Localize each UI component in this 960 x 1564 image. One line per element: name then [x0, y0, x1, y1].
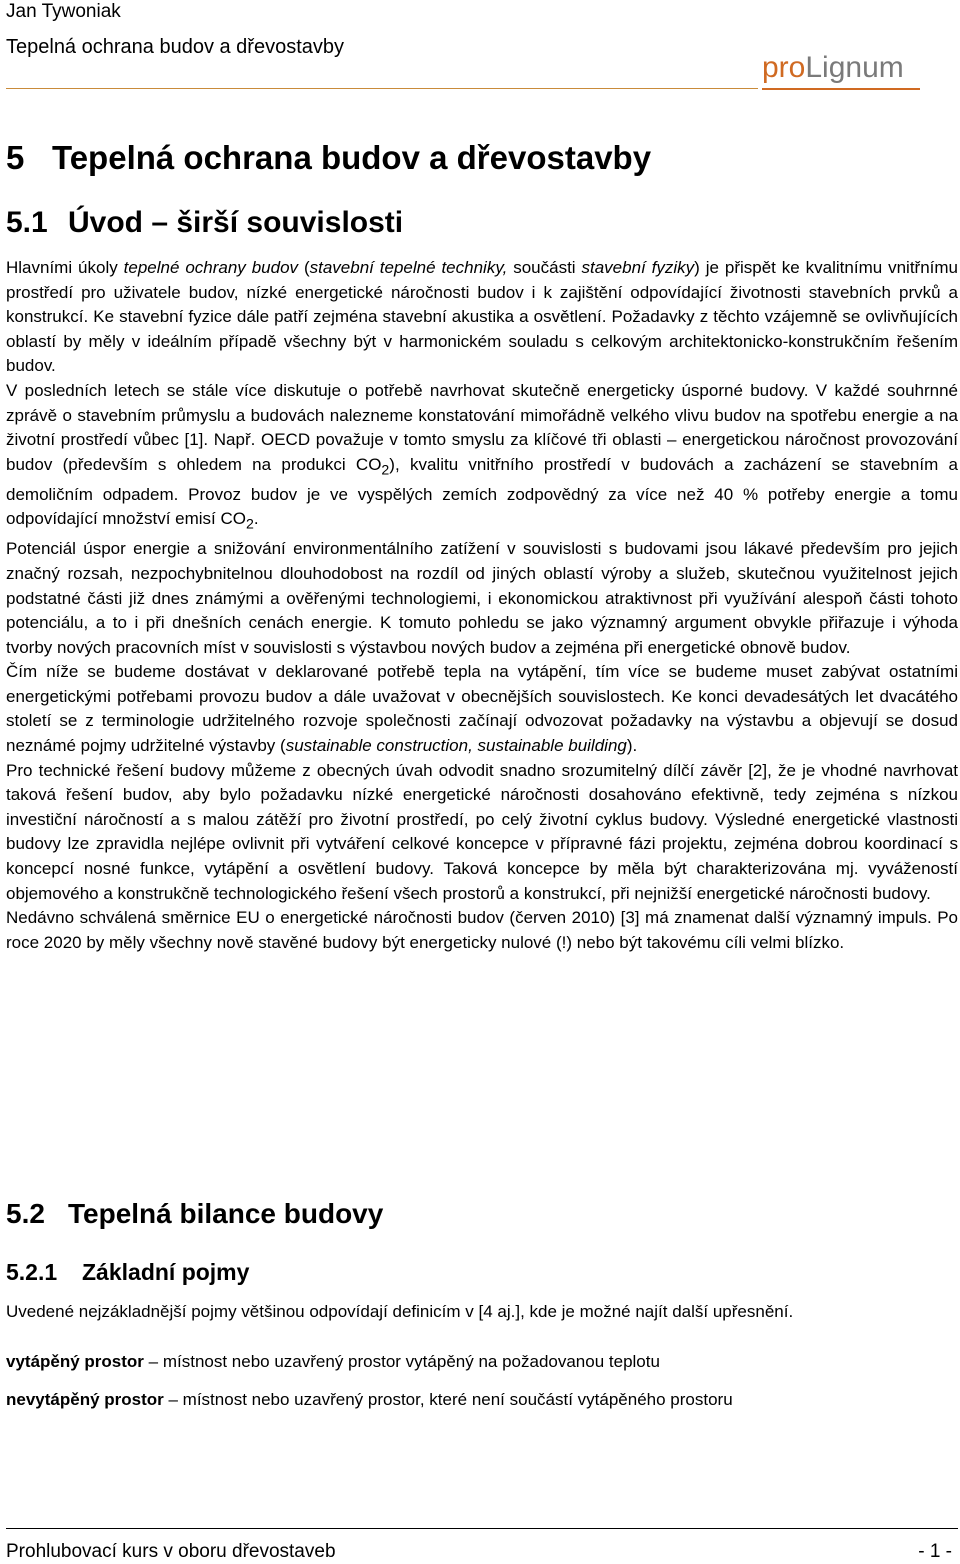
definition-item	[6, 1388, 733, 1412]
logo-pro-text: pro	[762, 51, 806, 84]
header-doc-title: Tepelná ochrana budov a dřevostavby	[6, 36, 345, 58]
paragraph-6: Nedávno schválená směrnice EU o energetické náročnosti budov (červen 2010) [3] má znamenat další významný impuls. Po roce 2020 by měly všechny nově stavěné budovy být energeticky nulové (!) nebo být takovému cíli velmi blízko.	[6, 908, 958, 952]
section-5-1-body	[6, 256, 958, 955]
paragraph-3: Potenciál úspor energie a snižování environmentálního zatížení v souvislosti s budovami jsou lákavé především pro jejich značný rozsah, nezpochybnitelnou dlouhodobost na rozdíl od jiných oblastí výroby a služeb, skutečnou využitelnost jejich podstatné části již dnes známými a ověřenými technologiemi, i ekonomickou atraktivnost při využívání alespoň části tohoto potenciálu, a to i při dnešních cenách energie. K tomuto pohledu se jako významný argument obvykle přiřazuje i výhoda tvorby nových pracovních míst v souvislosti s výstavbou nových budov a zejména při energetické obnově budov.	[6, 539, 958, 657]
paragraph-5: Pro technické řešení budovy můžeme z obecných úvah odvodit snadno srozumitelný dílčí závěr [2], že je vhodné navrhovat taková řešení budov, aby bylo požadavku nízké energetické náročnosti dosahováno efektivně, tedy zejména s nízkou investiční náročností a s malou zátěží pro životní prostředí, po celý životní cyklus budovy. Výsledné energetické vlastnosti budovy lze zpravidla nejlépe ovlivnit při vytváření celkové koncepce v přípravné fázi projektu, zejména dobrou koordinací s koncepcí nosné funkce, vytápění a osvětlení budovy. Taková koncepce by měla být charakterizována mj. vyvážeností objemového a konstrukčně technologického řešení všech prostorů a konstrukcí, při nejnižší energetické náročnosti budovy.	[6, 760, 958, 903]
p2-text-a: V posledních letech se stále více diskutuje o potřebě navrhovat skutečně energeticky úsporné budovy. V každé souhrnné zprávě o stavebním průmyslu a budovách nalezneme konstatování mimořádně velkého vlivu budov na spotřebu energie a na životní prostředí vůbec [1]. Např. OECD považuje v tomto smyslu za klíčové tři oblasti – energetickou náročnost provozování budov (především s ohledem na produkci CO	[6, 380, 958, 474]
prolignum-logo	[762, 50, 904, 86]
paragraph-2	[6, 379, 958, 537]
section-heading-5-1	[6, 203, 403, 243]
section-heading-5-2	[6, 1195, 383, 1233]
p1-italic-1: tepelné ochrany budov	[123, 258, 299, 277]
section-number: 5.1	[6, 206, 48, 239]
definition-term: vytápěný prostor	[6, 1352, 144, 1371]
header-author: Jan Tywoniak	[6, 1, 121, 22]
p1-text-b: (	[298, 258, 310, 277]
p4-italic: sustainable construction, sustainable building	[285, 736, 627, 756]
definition-dash: –	[163, 1390, 183, 1409]
paragraph-1	[6, 256, 958, 379]
footer-rule	[6, 1528, 958, 1529]
p2-text-c: .	[253, 509, 259, 529]
section-title: Tepelná bilance budovy	[68, 1198, 384, 1229]
logo-underline	[762, 88, 920, 90]
chapter-number: 5	[6, 139, 25, 176]
definition-desc: místnost nebo uzavřený prostor vytápěný na požadovanou teplotu	[162, 1352, 660, 1371]
p1-text-c: součásti	[507, 258, 582, 277]
p1-italic-2: stavební tepelné techniky,	[309, 258, 508, 277]
section-title: Úvod – širší souvislosti	[68, 206, 404, 239]
p1-text-d: ) je přispět ke kvalitnímu vnitřnímu prostředí pro uživatele budov, nízké energetické náročnosti budov i k zajištění odpovídající životnosti stavebních prvků a konstrukcí. Ke stavební fyzice dále patří zejména stavební akustika a osvětlení. Požadavky z těchto vzájemně se ovlivňujících oblastí by měly v ideálním případě všechny být v harmonickém souladu s celkovým architektonicko-konstrukčním řešením budov.	[6, 258, 959, 376]
chapter-title: Tepelná ochrana budov a dřevostavby	[52, 139, 652, 176]
subsection-title: Základní pojmy	[82, 1259, 250, 1285]
intro-paragraph: Uvedené nejzákladnější pojmy většinou odpovídají definicím v [4 aj.], kde je možné najít další upřesnění.	[6, 1302, 794, 1321]
p1-text-a: Hlavními úkoly	[6, 258, 124, 277]
definition-dash: –	[143, 1352, 163, 1371]
p2-text-b: ), kvalitu vnitřního prostředí v budovách a zacházení se stavebním a demoličním odpadem. Provoz budov je ve vyspělých zemích zodpovědný za více než 40 % potřeby energie a tomu odpovídající množství emisí CO	[6, 454, 958, 529]
p4-text-b: ).	[626, 736, 638, 756]
header-rule	[6, 88, 758, 89]
footer-page-number: - 1 -	[918, 1541, 952, 1562]
p4-text-a: Čím níže se budeme dostávat v deklarované potřebě tepla na vytápění, tím více se budeme muset zabývat ostatními energetickými potřebami provozu budov a dále uvažovat v obecnějších souvislostech. Ke konci devadesátých let dvacátého století se z terminologie udržitelného rozvoje společnosti začínají odvozovat požadavky na výstavbu a objevují se dosud neznámé pojmy udržitelné výstavby (	[6, 662, 958, 756]
definition-term: nevytápěný prostor	[6, 1390, 164, 1409]
p2-subscript-1: 2	[381, 462, 390, 479]
logo-lignum-text: Lignum	[805, 51, 904, 84]
footer-course-name: Prohlubovací kurs v oboru dřevostaveb	[6, 1541, 336, 1562]
subsection-number: 5.2.1	[6, 1259, 58, 1285]
definition-item	[6, 1350, 660, 1374]
p1-italic-3: stavební fyziky	[581, 258, 695, 277]
section-number: 5.2	[6, 1198, 45, 1229]
p2-subscript-2: 2	[245, 516, 254, 533]
subsection-heading-5-2-1	[6, 1256, 249, 1288]
paragraph-4	[6, 660, 958, 758]
chapter-heading	[6, 138, 651, 178]
definition-desc: místnost nebo uzavřený prostor, které není součástí vytápěného prostoru	[182, 1390, 733, 1409]
